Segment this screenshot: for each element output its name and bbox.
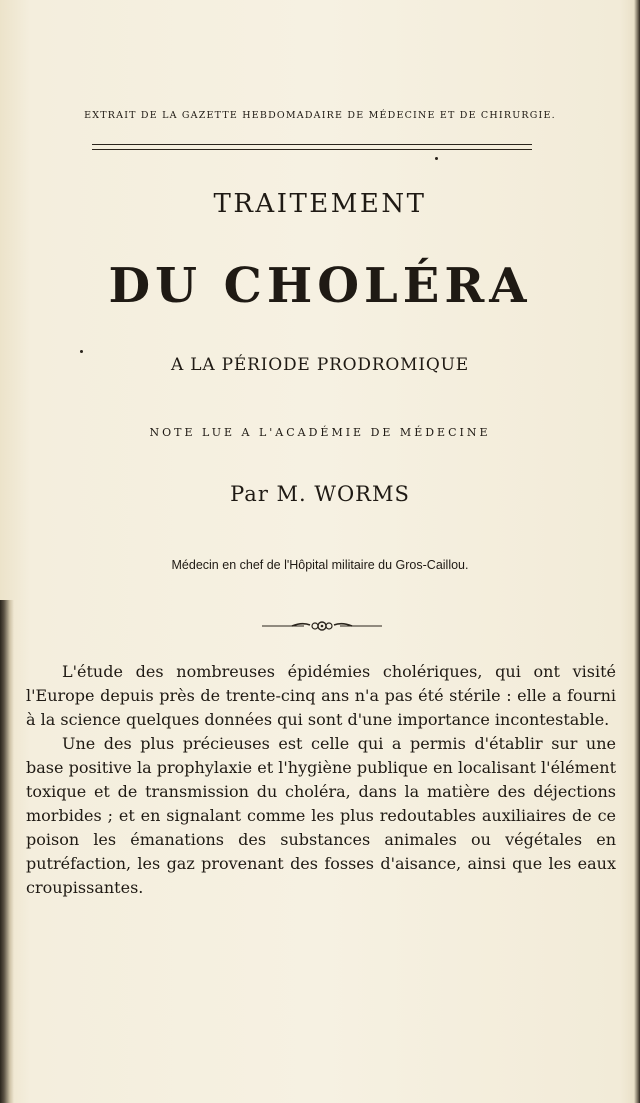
page-edge-shadow-right: [634, 0, 640, 1103]
title-line-2: DU CHOLÉRA: [108, 258, 532, 314]
title-line-1: TRAITEMENT: [213, 189, 427, 219]
author-line: Par M. WORMS: [230, 482, 410, 506]
publication-header: EXTRAIT DE LA GAZETTE HEBDOMADAIRE DE MÉDECINE ET DE CHIRURGIE.: [84, 110, 556, 121]
title-line-3: A LA PÉRIODE PRODROMIQUE: [171, 355, 469, 375]
paragraph-2: Une des plus précieuses est celle qui a permis d'établir sur une base positive la prophylaxie et l'hygiène publique en localisant l'élément toxique et de transmission du choléra, dans la matière des déjections morbides ; et en signalant comme les plus redoutables auxiliaires de ce poison les émanations des substances animales ou végétales en putréfaction, les gaz provenant des fosses d'aisance, ainsi que les eaux croupissantes.: [26, 734, 616, 897]
page-edge-shadow-left: [0, 600, 14, 1103]
paragraph-1: L'étude des nombreuses épidémies cholériques, qui ont visité l'Europe depuis près de trente-cinq ans n'a pas été stérile : elle a fourni à la science quelques données qui sont d'une importance incontestable.: [26, 662, 616, 729]
print-speck: [435, 157, 438, 160]
academy-note: NOTE LUE A L'ACADÉMIE DE MÉDECINE: [149, 426, 491, 439]
author-affiliation: Médecin en chef de l'Hôpital militaire du Gros-Caillou.: [171, 558, 469, 572]
article-body: [26, 660, 616, 900]
double-rule: [92, 144, 532, 150]
print-speck: [80, 350, 83, 353]
ornament-divider-icon: [262, 616, 382, 636]
